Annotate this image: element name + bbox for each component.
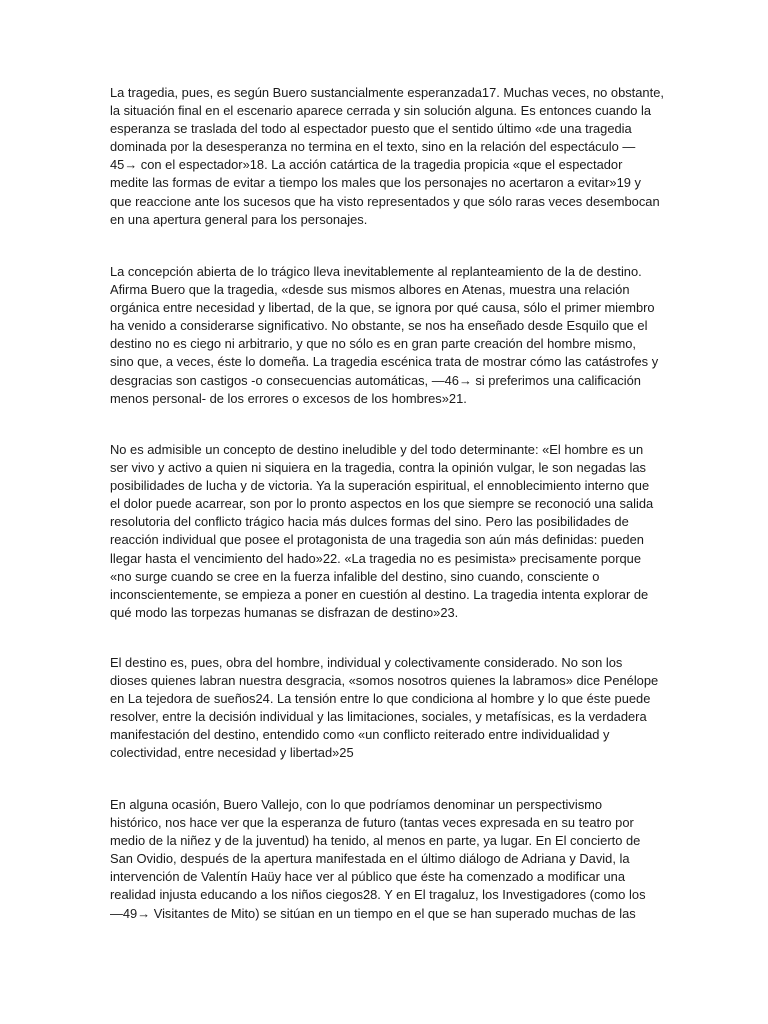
text-line: histórico, nos hace ver que la esperanza de futuro (tantas veces expresada en su teatro por: [110, 815, 634, 831]
text-line: el dolor puede acarrear, son por lo pronto aspectos en los que siempre se reconoció una salida: [110, 496, 654, 512]
text-line: medite las formas de evitar a tiempo los males que los personajes no acertaron a evitar»19 y: [110, 175, 641, 191]
paragraph-3: [110, 441, 670, 622]
text-line: ser vivo y activo a quien ni siquiera en la tragedia, contra la opinión vulgar, le son negadas las: [110, 460, 647, 476]
text-line: qué modo las torpezas humanas se disfrazan de destino»23.: [110, 604, 459, 620]
text-line: resolutoria del conflicto trágico hacia más dulces formas del sino. Pero las posibilidades de: [110, 514, 629, 530]
text-line: dioses quienes labran nuestra desgracia, «somos nosotros quienes la labramos» dice Penélope: [110, 673, 659, 689]
paragraph-1: [110, 84, 670, 229]
text-line: medio de la niñez y de la juventud) ha tenido, al menos en parte, ya lugar. En El concierto de: [110, 833, 641, 849]
paragraph-2: [110, 263, 670, 408]
text-line: «no surge cuando se cree en la fuerza infalible del destino, sino cuando, consciente o: [110, 568, 600, 584]
text-line: desgracias son castigos -o consecuencias automáticas, —46→ si preferimos una calificación: [110, 372, 641, 388]
text-line: menos personal- de los errores o excesos de los hombres»21.: [110, 390, 467, 406]
text-line: la situación final en el escenario aparece cerrada y sin solución alguna. Es entonces cuando la: [110, 103, 652, 119]
text-line: inconscientemente, se empieza a poner en cuestión al destino. La tragedia intenta explorar de: [110, 586, 649, 602]
text-line: manifestación del destino, entendido como «un conflicto reiterado entre individualidad y: [110, 727, 610, 743]
text-line: en La tejedora de sueños24. La tensión entre lo que condiciona al hombre y lo que éste puede: [110, 691, 651, 707]
text-line: En alguna ocasión, Buero Vallejo, con lo que podríamos denominar un perspectivismo: [110, 797, 603, 812]
text-line: sino que, a veces, éste lo domeña. La tragedia escénica trata de mostrar cómo las catástrofes y: [110, 354, 659, 370]
paragraph-5: [110, 796, 670, 923]
text-line: 45→ con el espectador»18. La acción catártica de la tragedia propicia «que el espectador: [110, 157, 623, 173]
text-line: intervención de Valentín Haüy hace ver al público que éste ha comenzado a modificar una: [110, 869, 625, 885]
text-line: La tragedia, pues, es según Buero sustancialmente esperanzada17. Muchas veces, no obstante,: [110, 85, 664, 100]
text-line: en una apertura general para los personajes.: [110, 211, 368, 227]
text-line: —49→ Visitantes de Mito) se sitúan en un tiempo en el que se han superado muchas de las: [110, 905, 636, 921]
text-line: resolver, entre la decisión individual y las limitaciones, sociales, y metafísicas, es la verdadera: [110, 709, 647, 725]
text-line: Afirma Buero que la tragedia, «desde sus mismos albores en Atenas, muestra una relación: [110, 282, 630, 298]
text-line: que reaccione ante los sucesos que ha visto representados y que sólo raras veces desembocan: [110, 193, 660, 209]
text-line: orgánica entre necesidad y libertad, de la que, se ignora por qué causa, sólo el primer miembro: [110, 300, 655, 316]
text-line: esperanza se traslada del todo al espectador puesto que el sentido último «de una tragedia: [110, 121, 632, 137]
text-line: posibilidades de lucha y de victoria. Ya la superación espiritual, el ennoblecimiento interno que: [110, 478, 650, 494]
text-line: realidad injusta educando a los niños ciegos28. Y en El tragaluz, los Investigadores (como los: [110, 887, 646, 903]
paragraph-4: [110, 654, 670, 763]
text-line: reacción individual que posee el protagonista de una tragedia son aún más definidas: pueden: [110, 532, 644, 548]
text-line: dominada por la desesperanza no termina en el texto, sino en la relación del espectáculo —: [110, 139, 636, 155]
text-line: llegar hasta el vencimiento del hado»22. «La tragedia no es pesimista» precisamente porque: [110, 550, 642, 566]
text-line: La concepción abierta de lo trágico lleva inevitablemente al replanteamiento de la de destino.: [110, 264, 642, 279]
text-line: destino no es ciego ni arbitrario, y que no sólo es en gran parte creación del hombre mismo,: [110, 336, 636, 352]
text-line: San Ovidio, después de la apertura manifestada en el último diálogo de Adriana y David, la: [110, 851, 630, 867]
text-line: ha venido a considerarse significativo. No obstante, se nos ha enseñado desde Esquilo que el: [110, 318, 648, 334]
text-line: colectividad, entre necesidad y libertad»25: [110, 745, 354, 761]
text-line: El destino es, pues, obra del hombre, individual y colectivamente considerado. No son los: [110, 655, 623, 670]
text-line: No es admisible un concepto de destino ineludible y del todo determinante: «El hombre es un: [110, 442, 644, 457]
